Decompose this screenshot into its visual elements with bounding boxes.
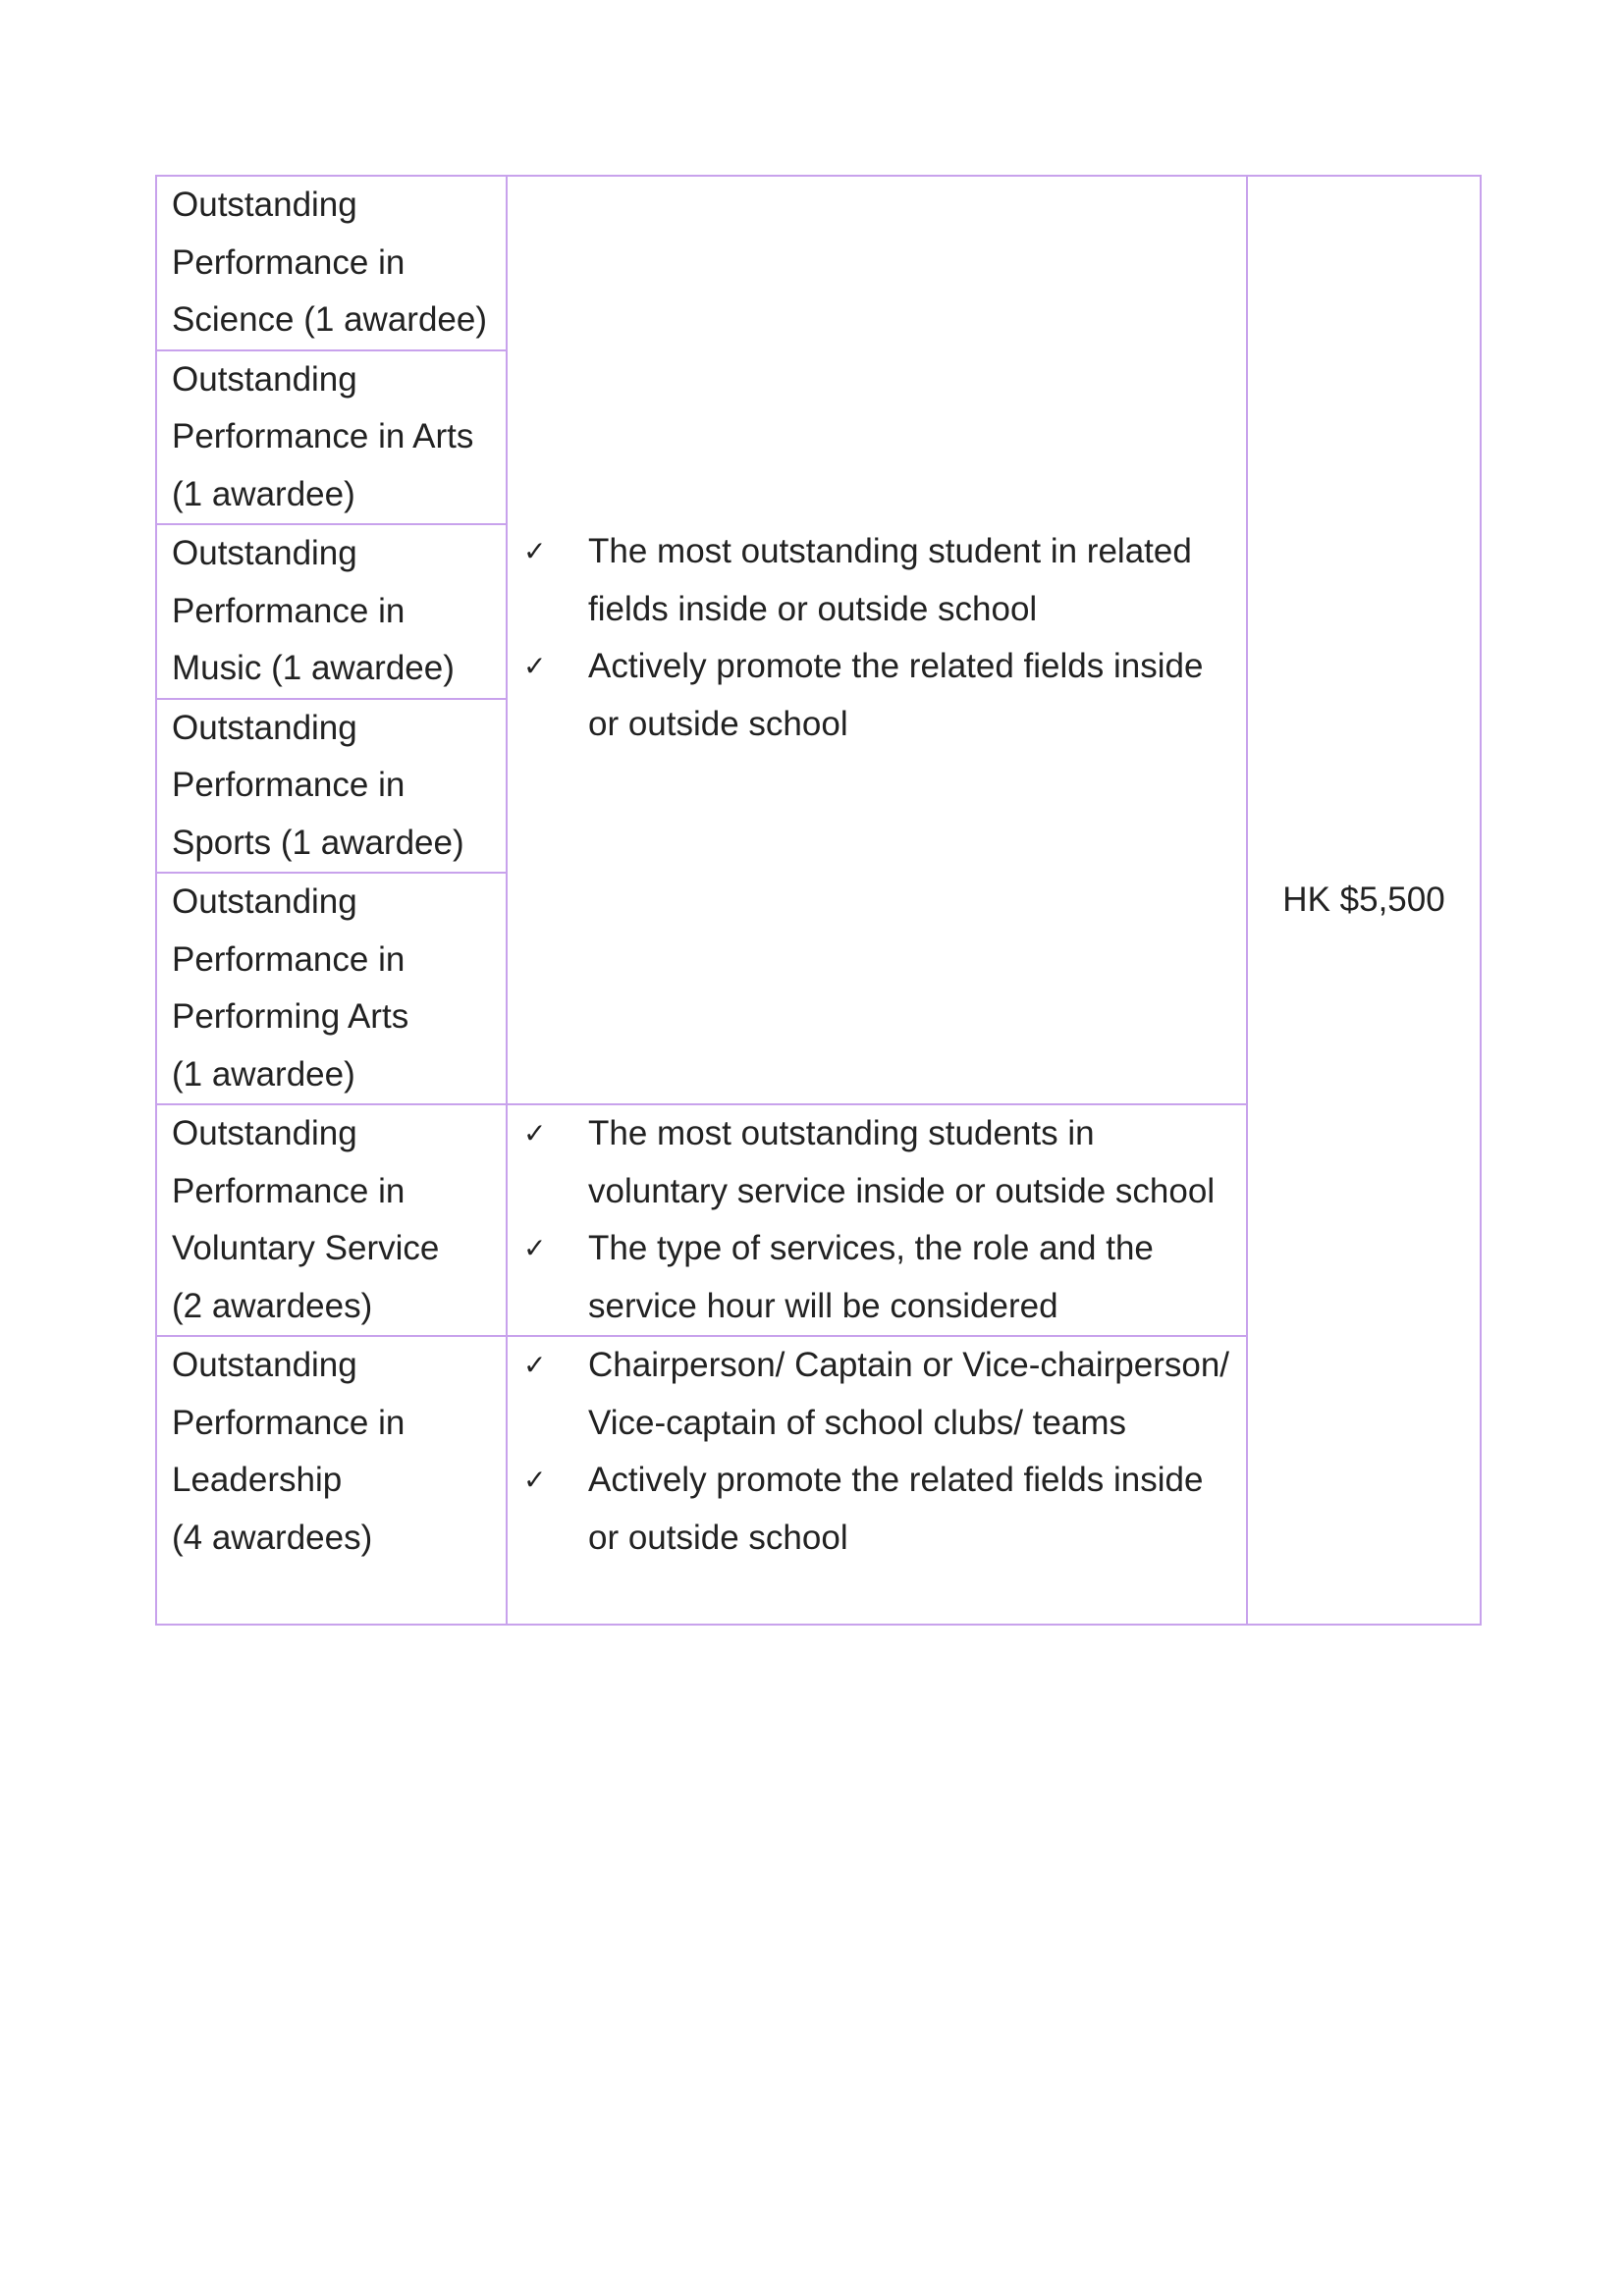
award-science: Outstanding Performance in Science (1 awardee) bbox=[156, 176, 507, 350]
award-sports: Outstanding Performance in Sports (1 awardee) bbox=[156, 699, 507, 874]
criteria-list bbox=[521, 1337, 1232, 1567]
award-performing-arts: Outstanding Performance in Performing Arts (1 awardee) bbox=[156, 873, 507, 1104]
criteria-list bbox=[521, 1105, 1232, 1335]
check-icon: ✓ bbox=[523, 1349, 547, 1381]
table-row bbox=[156, 176, 1481, 350]
check-icon: ✓ bbox=[523, 1117, 547, 1149]
check-icon: ✓ bbox=[523, 535, 547, 567]
criteria-list bbox=[521, 523, 1232, 753]
award-music: Outstanding Performance in Music (1 awardee) bbox=[156, 524, 507, 699]
criteria-item: ✓ Chairperson/ Captain or Vice-chairperson/ Vice-captain of school clubs/ teams bbox=[521, 1337, 1232, 1452]
award-voluntary-service: Outstanding Performance in Voluntary Service (2 awardees) bbox=[156, 1104, 507, 1336]
criteria-related-fields bbox=[507, 176, 1247, 1104]
award-amount: HK $5,500 bbox=[1247, 176, 1481, 1625]
criteria-leadership bbox=[507, 1336, 1247, 1625]
award-arts: Outstanding Performance in Arts (1 awardee) bbox=[156, 350, 507, 525]
criteria-item: ✓ Actively promote the related fields inside or outside school bbox=[521, 638, 1232, 753]
award-leadership: Outstanding Performance in Leadership (4 awardees) bbox=[156, 1336, 507, 1625]
criteria-item: ✓ The most outstanding students in voluntary service inside or outside school bbox=[521, 1105, 1232, 1220]
check-icon: ✓ bbox=[523, 1464, 547, 1496]
criteria-item: ✓ The type of services, the role and the service hour will be considered bbox=[521, 1220, 1232, 1335]
check-icon: ✓ bbox=[523, 1232, 547, 1264]
check-icon: ✓ bbox=[523, 650, 547, 682]
awards-table bbox=[155, 175, 1482, 1626]
criteria-item: ✓ Actively promote the related fields inside or outside school bbox=[521, 1452, 1232, 1567]
criteria-voluntary-service bbox=[507, 1104, 1247, 1336]
criteria-item: ✓ The most outstanding student in related fields inside or outside school bbox=[521, 523, 1232, 638]
